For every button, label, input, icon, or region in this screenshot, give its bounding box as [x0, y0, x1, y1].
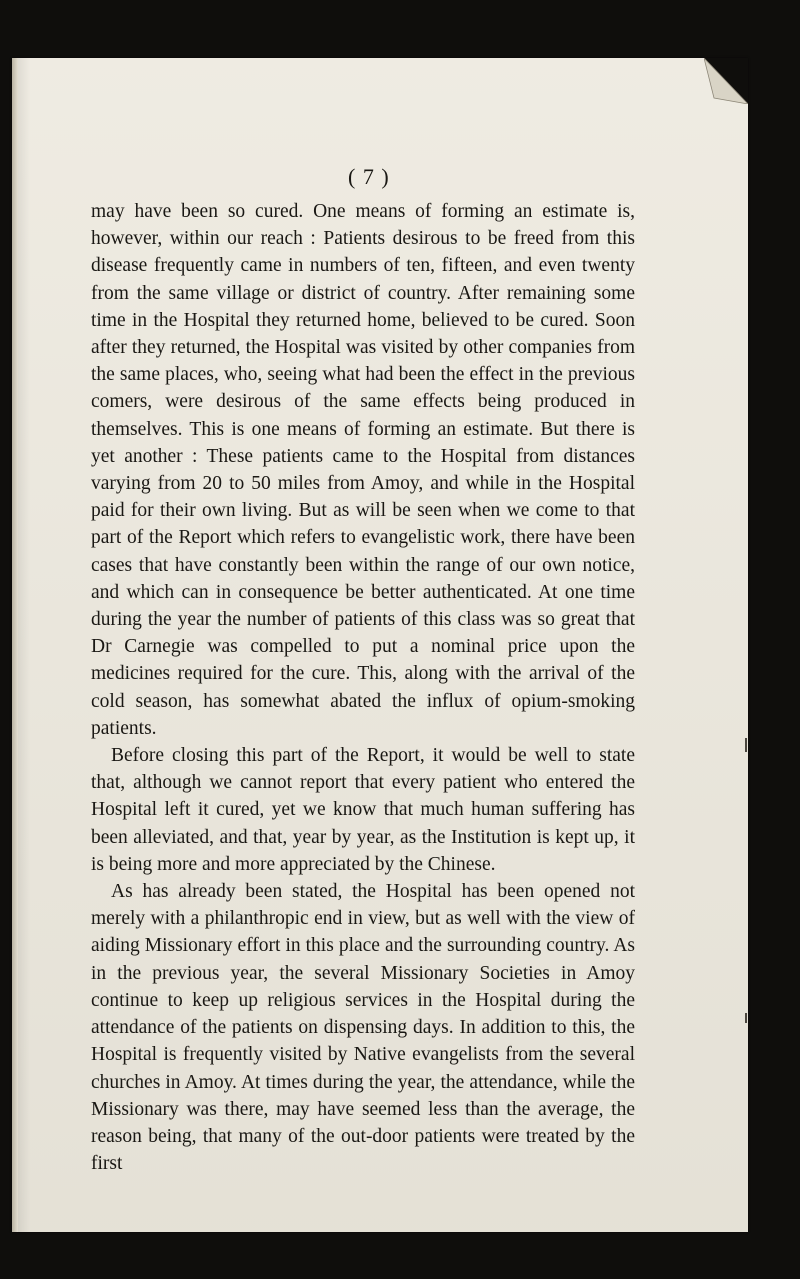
paragraph-closing-report: Before closing this part of the Report, it would be well to state that, although we cannot report that every patient who entered the Hospital left it cured, yet we know that much human suffering has been alleviated, and that, year by year, as the Institution is kept up, it is being more and more appreciated by the Chinese. [91, 745, 635, 875]
book-page [12, 58, 748, 1232]
body-text [91, 198, 635, 1177]
margin-mark [745, 738, 747, 752]
folded-corner [704, 58, 748, 104]
binding-edge [12, 58, 18, 1232]
margin-mark [745, 1013, 747, 1023]
paragraph-continuation: may have been so cured. One means of forming an estimate is, however, within our reach : Patients desirous to be freed from this disease frequently came in numbers of ten, fifteen, and even twenty from the same village or district of country. After remaining some time in the Hospital they returned home, believed to be cured. Soon after they returned, the Hospital was visited by other companies from the same places, who, seeing what had been the effect in the previous comers, were desirous of the same effects being produced in themselves. This is one means of forming an estimate. But there is yet another : These patients came to the Hospital from distances varying from 20 to 50 miles from Amoy, and while in the Hospital paid for their own living. But as will be seen when we come to that part of the Report which refers to evangelistic work, there have been cases that have constantly been within the range of our own notice, and which can in consequence be better authenticated. At one time during the year the number of patients of this class was so great that Dr Carnegie was compelled to put a nominal price upon the medicines required for the cure. This, along with the arrival of the cold season, has somewhat abated the influx of opium-smoking patients. [91, 201, 635, 739]
paragraph-missionary-effort: As has already been stated, the Hospital has been opened not merely with a philanthropic end in view, but as well with the view of aiding Missionary effort in this place and the surrounding country. As in the previous year, the several Missionary Societies in Amoy continue to keep up religious services in the Hospital during the attendance of the patients on dispensing days. In addition to this, the Hospital is frequently visited by Native evangelists from the several churches in Amoy. At times during the year, the attendance, while the Missionary was there, may have seemed less than the average, the reason being, that many of the out-door patients were treated by the first [91, 881, 635, 1175]
page-number: ( 7 ) [348, 164, 390, 189]
